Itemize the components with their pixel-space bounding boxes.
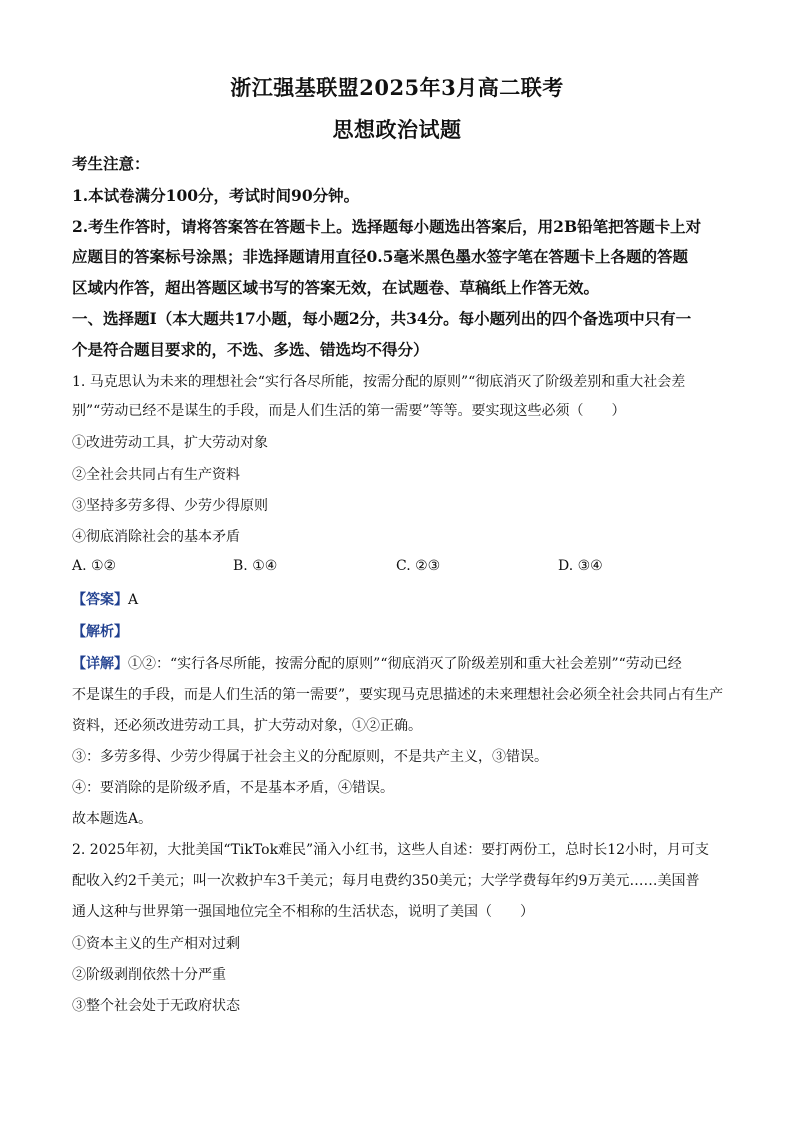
q1-statement: ①改进劳动工具，扩大劳动对象 [72,435,268,451]
notice-item: 2.考生作答时，请将答案答在答题卡上。选择题每小题选出答案后，用2B铅笔把答题卡上对 [72,217,702,236]
answer-value: A [128,592,139,608]
section-heading: 一、选择题Ⅰ（本大题共17小题，每小题2分，共34分。每小题列出的四个备选项中只有一 [72,309,692,328]
detail-tag: 【详解】 [72,656,128,672]
q2-stem: 2. 2025年初，大批美国“TikTok难民”涌入小红书，这些人自述：要打两份工，总时长12小时，月可支 [72,842,710,858]
q1-detail: ④：要消除的是阶级矛盾，不是基本矛盾，④错误。 [72,780,394,796]
q1-detail: 资料，还必须改进劳动工具，扩大劳动对象，①②正确。 [72,718,422,734]
notice-heading: 考生注意： [72,154,150,173]
answer-tag: 【答案】 [72,592,128,608]
notice-item: 区域内作答，超出答题区域书写的答案无效，在试题卷、草稿纸上作答无效。 [72,278,600,297]
q1-option-b: B. ①④ [233,558,278,574]
q2-statement: ①资本主义的生产相对过剩 [72,936,240,952]
q1-option-d: D. ③④ [558,558,603,574]
notice-item: 1.本试卷满分100分，考试时间90分钟。 [72,186,360,205]
q2-statement: ②阶级剥削依然十分严重 [72,967,226,983]
notice-item: 应题目的答案标号涂黑；非选择题请用直径0.5毫米黑色墨水签字笔在答题卡上各题的答题 [72,247,688,266]
q2-statement: ③整个社会处于无政府状态 [72,998,240,1014]
q2-stem: 配收入约2千美元；叫一次救护车3千美元；每月电费约350美元；大学学费每年约9万美元……美国普 [72,873,700,889]
section-heading: 个是符合题目要求的，不选、多选、错选均不得分） [72,340,429,359]
q1-statement: ④彻底消除社会的基本矛盾 [72,529,240,545]
q1-conclusion: 故本题选A。 [72,811,153,827]
q1-statement: ③坚持多劳多得、少劳少得原则 [72,498,268,514]
exam-subtitle: 思想政治试题 [332,117,462,142]
q1-analysis [72,621,728,641]
q1-statement: ②全社会共同占有生产资料 [72,467,240,483]
q1-detail: ③：多劳多得、少劳少得属于社会主义的分配原则，不是共产主义，③错误。 [72,749,548,765]
q2-stem: 通人这种与世界第一强国地位完全不相称的生活状态，说明了美国（ ） [72,904,534,920]
detail-text: ①②：“实行各尽所能，按需分配的原则”“彻底消灭了阶级差别和重大社会差别”“劳动已经 [128,656,682,672]
q1-detail: 不是谋生的手段，而是人们生活的第一需要”，要实现马克思描述的未来理想社会必须全社会共同占有生产 [72,687,724,703]
q1-option-c: C. ②③ [396,558,441,574]
q1-detail [72,653,728,673]
analysis-tag: 【解析】 [72,624,128,640]
q1-answer [72,589,728,609]
exam-title: 浙江强基联盟2025年3月高二联考 [230,75,564,100]
q1-stem: 别”“劳动已经不是谋生的手段，而是人们生活的第一需要”等等。要实现这些必须（ ） [72,403,626,419]
q1-stem: 1. 马克思认为未来的理想社会“实行各尽所能，按需分配的原则”“彻底消灭了阶级差别和重大社会差 [72,374,686,390]
q1-option-a: A. ①② [72,558,117,574]
